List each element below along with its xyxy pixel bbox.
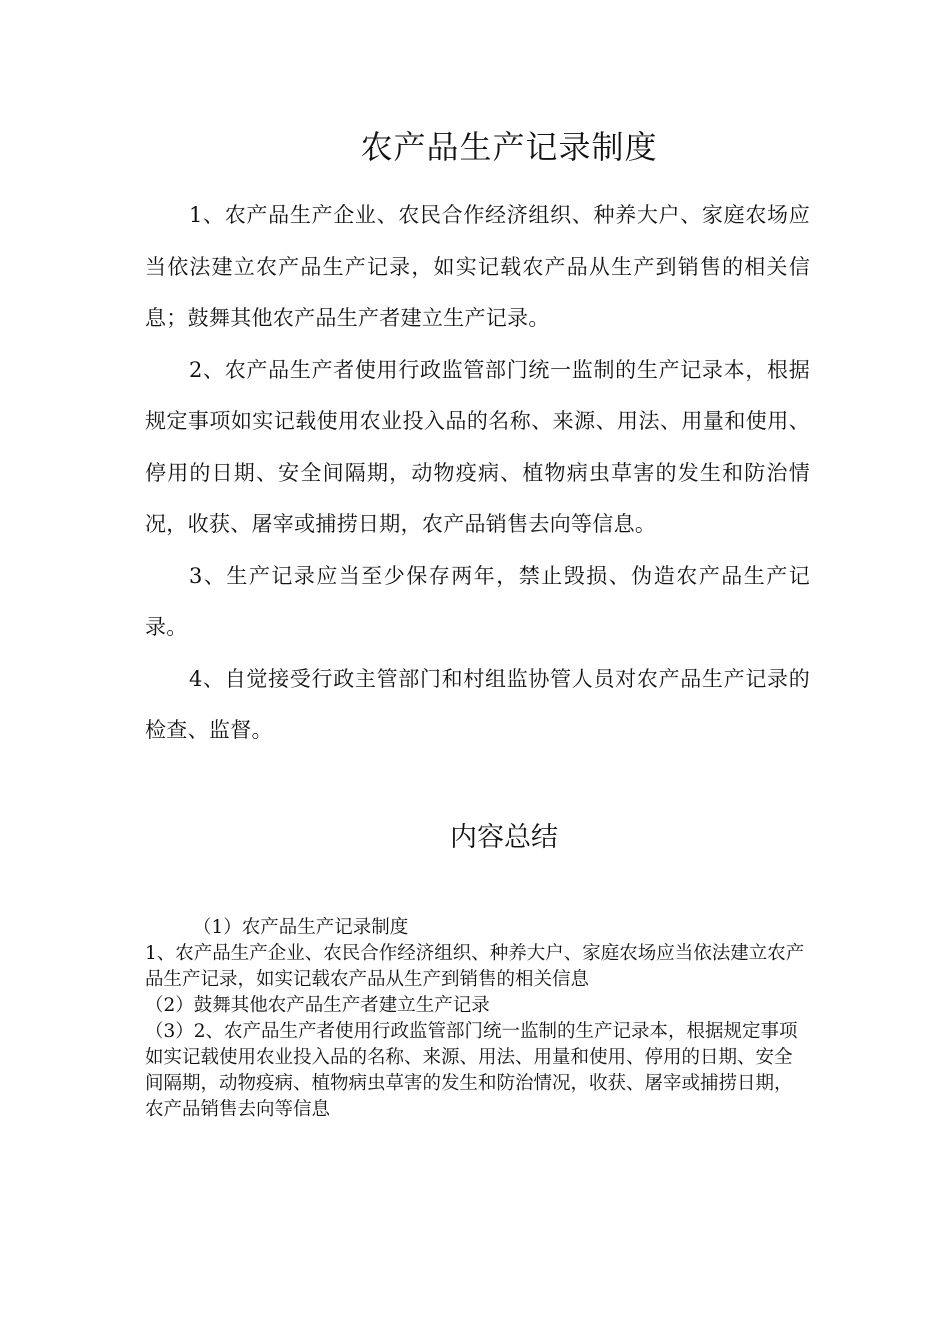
- paragraph-1: 1、农产品生产企业、农民合作经济组织、种养大户、家庭农场应当依法建立农产品生产记录，如实记载农产品从生产到销售的相关信息；鼓舞其他农产品生产者建立生产记录。: [145, 203, 810, 330]
- summary-line-4: （3）2、农产品生产者使用行政监管部门统一监制的生产记录本，根据规定事项如实记载使用农业投入品的名称、来源、用法、用量和使用、停用的日期、安全间隔期，动物疫病、植物病虫草害的发生和防治情况，收获、屠宰或捕捞日期，农产品销售去向等信息: [145, 1021, 798, 1120]
- document-title: 农产品生产记录制度: [360, 128, 658, 166]
- paragraph-4: 4、自觉接受行政主管部门和村组监协管人员对农产品生产记录的检查、监督。: [145, 666, 810, 742]
- summary-title: 内容总结: [450, 822, 558, 853]
- document-body: [145, 190, 810, 757]
- paragraph-2: 2、农产品生产者使用行政监管部门统一监制的生产记录本，根据规定事项如实记载使用农业投入品的名称、来源、用法、用量和使用、停用的日期、安全间隔期，动物疫病、植物病虫草害的发生和防治情况，收获、屠宰或捕捞日期，农产品销售去向等信息。: [145, 357, 810, 536]
- summary-line-1: （1）农产品生产记录制度: [193, 917, 409, 938]
- summary-section: [145, 915, 805, 1123]
- paragraph-3: 3、生产记录应当至少保存两年，禁止毁损、伪造农产品生产记录。: [145, 563, 810, 639]
- summary-line-3: （2）鼓舞其他农产品生产者建立生产记录: [145, 995, 490, 1016]
- summary-line-2: 1、农产品生产企业、农民合作经济组织、种养大户、家庭农场应当依法建立农产品生产记录，如实记载农产品从生产到销售的相关信息: [145, 943, 805, 990]
